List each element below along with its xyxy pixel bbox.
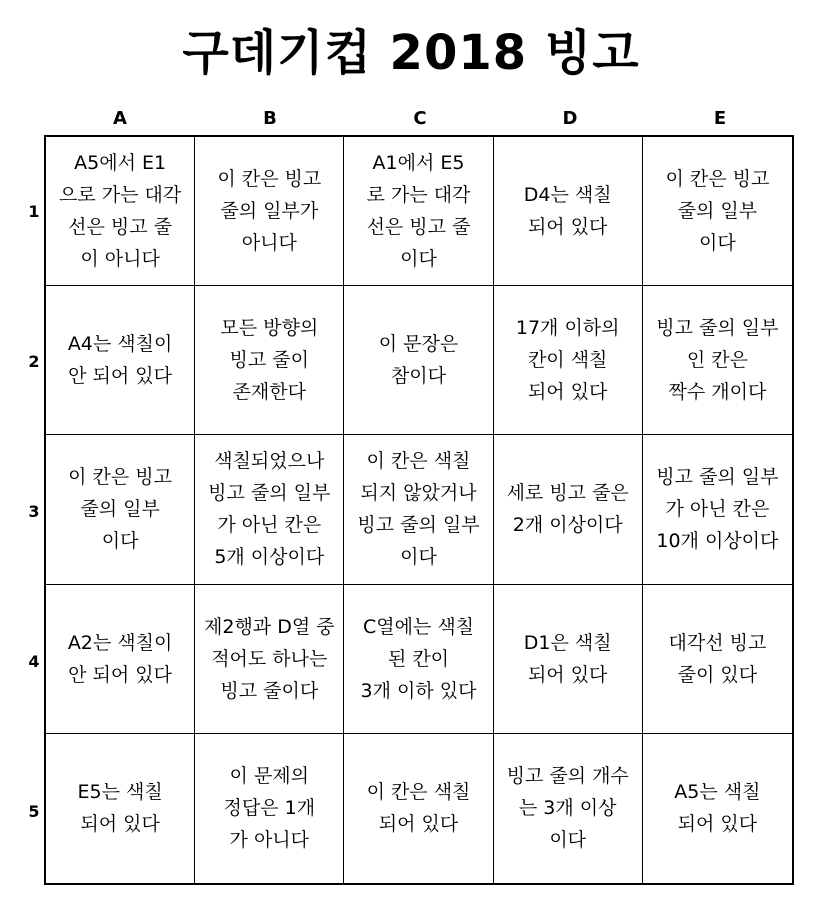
column-header-b: B <box>263 108 277 129</box>
column-header-e: E <box>713 108 727 129</box>
bingo-cell-a1[interactable]: A5에서 E1 으로 가는 대각 선은 빙고 줄 이 아니다 <box>46 137 195 286</box>
bingo-cell-c5[interactable]: 이 칸은 색칠 되어 있다 <box>344 734 493 883</box>
bingo-cell-e2[interactable]: 빙고 줄의 일부 인 칸은 짝수 개이다 <box>643 286 792 435</box>
page-title: 구데기컵 2018 빙고 <box>182 25 640 81</box>
bingo-cell-d1[interactable]: D4는 색칠 되어 있다 <box>494 137 643 286</box>
row-header-3: 3 <box>28 502 40 521</box>
bingo-cell-e3[interactable]: 빙고 줄의 일부 가 아닌 칸은 10개 이상이다 <box>643 435 792 584</box>
bingo-cell-d3[interactable]: 세로 빙고 줄은 2개 이상이다 <box>494 435 643 584</box>
bingo-cell-a4[interactable]: A2는 색칠이 안 되어 있다 <box>46 585 195 734</box>
bingo-cell-b1[interactable]: 이 칸은 빙고 줄의 일부가 아니다 <box>195 137 344 286</box>
bingo-cell-b5[interactable]: 이 문제의 정답은 1개 가 아니다 <box>195 734 344 883</box>
bingo-cell-c1[interactable]: A1에서 E5 로 가는 대각 선은 빙고 줄 이다 <box>344 137 493 286</box>
row-header-4: 4 <box>28 652 40 671</box>
bingo-cell-b4[interactable]: 제2행과 D열 중 적어도 하나는 빙고 줄이다 <box>195 585 344 734</box>
bingo-cell-d5[interactable]: 빙고 줄의 개수 는 3개 이상 이다 <box>494 734 643 883</box>
bingo-cell-e1[interactable]: 이 칸은 빙고 줄의 일부 이다 <box>643 137 792 286</box>
bingo-cell-d2[interactable]: 17개 이하의 칸이 색칠 되어 있다 <box>494 286 643 435</box>
bingo-grid <box>44 135 794 885</box>
bingo-cell-c4[interactable]: C열에는 색칠 된 칸이 3개 이하 있다 <box>344 585 493 734</box>
column-header-c: C <box>413 108 427 129</box>
bingo-cell-e5[interactable]: A5는 색칠 되어 있다 <box>674 781 761 836</box>
row-header-5: 5 <box>28 802 40 821</box>
row-header-2: 2 <box>28 352 40 371</box>
column-header-a: A <box>113 108 127 129</box>
bingo-cell-b2[interactable]: 모든 방향의 빙고 줄이 존재한다 <box>195 286 344 435</box>
bingo-cell-c3[interactable]: 이 칸은 색칠 되지 않았거나 빙고 줄의 일부 이다 <box>344 435 493 584</box>
bingo-cell-c2[interactable]: 이 문장은 참이다 <box>344 286 493 435</box>
bingo-cell-b3[interactable]: 색칠되었으나 빙고 줄의 일부 가 아닌 칸은 5개 이상이다 <box>195 435 344 584</box>
row-header-1: 1 <box>28 202 40 221</box>
column-header-d: D <box>562 108 578 129</box>
bingo-cell-a2[interactable]: A4는 색칠이 안 되어 있다 <box>46 286 195 435</box>
bingo-cell-a5[interactable]: E5는 색칠 되어 있다 <box>46 734 195 883</box>
bingo-cell-e4[interactable]: 대각선 빙고 줄이 있다 <box>643 585 792 734</box>
bingo-cell-a3[interactable]: 이 칸은 빙고 줄의 일부 이다 <box>46 435 195 584</box>
bingo-cell-d4[interactable]: D1은 색칠 되어 있다 <box>494 585 643 734</box>
